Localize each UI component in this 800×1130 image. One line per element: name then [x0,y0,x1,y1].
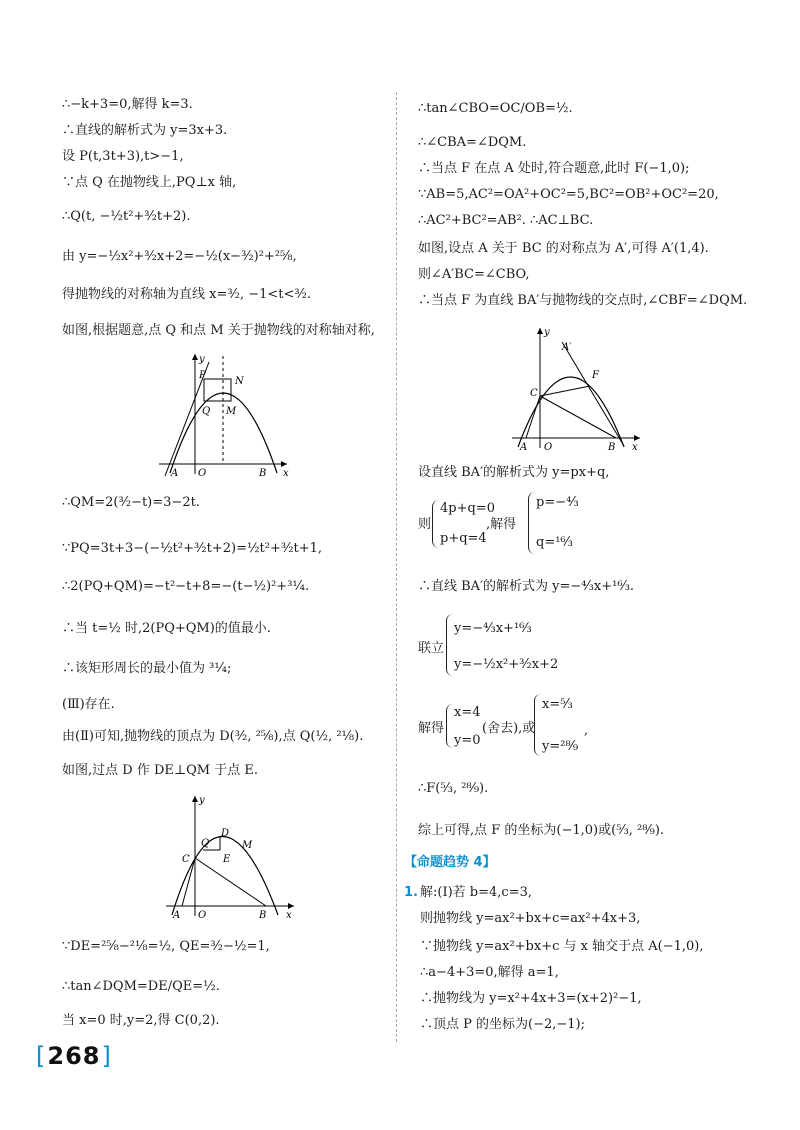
system-2-eq2: y=−½x²+³⁄₂x+2 [454,657,559,672]
left-line-15: 由(Ⅱ)可知,抛物线的顶点为 D(³⁄₂, ²⁵⁄₈),点 Q(½, ²¹⁄₈). [62,729,364,744]
fig2-label-e: E [223,854,231,865]
left-line-14: (Ⅲ)存在. [62,697,115,712]
fig1-label-m: M [226,406,237,417]
system-2-lead: 联立 [418,641,445,656]
fig2-label-d: D [221,828,230,839]
fig3-label-o: O [544,442,553,452]
left-line-18: ∴tan∠DQM=DE/QE=½. [62,979,220,994]
left-line-9: ∴QM=2(³⁄₂−t)=3−2t. [62,495,200,510]
fig1-label-x: x [283,468,289,478]
fig3-label-y: y [544,327,550,338]
left-line-8: 如图,根据题意,点 Q 和点 M 关于抛物线的对称轴对称, [62,323,375,338]
left-line-11: ∴2(PQ+QM)=−t²−t+8=−(t−½)²+³¹⁄₄. [62,579,310,594]
problem-line-5: ∴抛物线为 y=x²+4x+3=(x+2)²−1, [420,991,642,1006]
system-3-eq1: x=4 [454,705,481,720]
problem-line-6: ∴顶点 P 的坐标为(−2,−1); [420,1017,585,1032]
left-line-7: 得抛物线的对称轴为直线 x=³⁄₂, −1<t<³⁄₂. [62,287,312,302]
figure-2-triangle [162,790,302,920]
system-1-brace-left [432,500,439,548]
right-line-5: ∴AC²+BC²=AB². ∴AC⊥BC. [418,213,594,228]
fig1-label-n: N [235,376,244,387]
section-heading: 【命题趋势 4】 [404,855,496,870]
right-line-8: ∴当点 F 为直线 BA′与抛物线的交点时,∠CBF=∠DQM. [418,293,748,308]
right-line-12: 综上可得,点 F 的坐标为(−1,0)或(⁵⁄₃, ²⁸⁄₉). [418,823,665,838]
right-line-2: ∴∠CBA=∠DQM. [418,135,527,150]
fig2-label-y: y [199,795,205,806]
figure-1-rectangle [155,348,295,478]
fig3-label-a-prime: A′ [562,342,572,353]
system-3-lead: 解得 [418,721,445,736]
left-line-12: ∴当 t=½ 时,2(PQ+QM)的值最小. [62,621,271,636]
fig2-label-a: A [173,910,181,920]
system-1-sol1: p=−⁴⁄₃ [536,495,579,510]
figure-3-reflection [508,322,648,452]
left-line-6: 由 y=−½x²+³⁄₂x+2=−½(x−³⁄₂)²+²⁵⁄₈, [62,249,297,264]
fig1-label-y: y [199,354,205,365]
right-line-4: ∵AB=5,AC²=OA²+OC²=5,BC²=OB²+OC²=20, [418,187,719,202]
right-line-3: ∴当点 F 在点 A 处时,符合题意,此时 F(−1,0); [418,161,690,176]
system-3-note: (舍去),或 [482,721,536,736]
fig2-label-q: Q [201,838,210,849]
left-line-5: ∴Q(t, −½t²+³⁄₂t+2). [62,209,191,224]
system-3-sol2: y=²⁸⁄₉ [542,739,579,754]
fig1-label-a: A [171,468,179,478]
fig3-label-c: C [530,388,538,399]
system-3-sol1: x=⁵⁄₃ [542,697,573,712]
right-line-6: 如图,设点 A 关于 BC 的对称点为 A′,可得 A′(1,4). [418,241,709,256]
problem-line-3: ∵抛物线 y=ax²+bx+c 与 x 轴交于点 A(−1,0), [420,939,704,954]
fig1-label-q: Q [202,406,211,417]
system-1-sol2: q=¹⁶⁄₃ [536,535,574,550]
left-line-17: ∵DE=²⁵⁄₈−²¹⁄₈=½, QE=³⁄₂−½=1, [62,939,270,954]
right-line-11: ∴F(⁵⁄₃, ²⁸⁄₉). [418,781,489,796]
system-1-eq1: 4p+q=0 [440,501,495,516]
problem-number: 1. [404,885,418,900]
right-line-9: 设直线 BA′的解析式为 y=px+q, [418,465,610,480]
left-line-13: ∴该矩形周长的最小值为 ³¹⁄₄; [62,661,232,676]
fig3-label-f: F [592,370,599,381]
system-1-eq2: p+q=4 [440,531,487,546]
column-divider [396,92,397,1042]
fig3-label-a: A [520,442,528,452]
fig2-label-c: C [182,854,190,865]
fig2-label-b: B [259,910,267,920]
left-line-19: 当 x=0 时,y=2,得 C(0,2). [62,1013,220,1028]
system-1-lead: 则 [418,517,432,532]
fig1-label-b: B [259,468,267,478]
system-1-mid: ,解得 [486,517,517,532]
system-3-brace-left [446,704,453,748]
page-number: [ 268 ] [36,1042,112,1070]
system-2-eq1: y=−⁴⁄₃x+¹⁶⁄₃ [454,621,532,636]
fig2-label-x: x [286,910,292,920]
system-1-brace-right [528,492,535,554]
fig3-label-b: B [608,442,616,452]
system-3-eq2: y=0 [454,733,481,748]
right-line-10: ∴直线 BA′的解析式为 y=−⁴⁄₃x+¹⁶⁄₃. [418,579,635,594]
left-line-10: ∵PQ=3t+3−(−½t²+³⁄₂t+2)=½t²+³⁄₂t+1, [62,541,322,556]
left-line-16: 如图,过点 D 作 DE⊥QM 于点 E. [62,763,258,778]
system-3-brace-right [534,694,541,756]
right-line-7: 则∠A′BC=∠CBO, [418,267,530,282]
right-line-1: ∴tan∠CBO=OC/OB=½. [418,101,573,116]
problem-line-1: 解:(Ⅰ)若 b=4,c=3, [420,885,532,900]
left-line-2: ∴直线的解析式为 y=3x+3. [62,123,228,138]
system-3-tail: , [584,723,589,738]
fig1-label-o: O [198,468,207,478]
problem-line-4: ∴a−4+3=0,解得 a=1, [420,965,559,980]
problem-line-2: 则抛物线 y=ax²+bx+c=ax²+4x+3, [420,911,641,926]
fig1-label-p: P [199,370,206,381]
left-line-3: 设 P(t,3t+3),t>−1, [62,149,184,164]
system-2-brace [446,614,453,676]
fig2-label-o: O [198,910,207,920]
fig3-label-x: x [632,442,638,452]
left-line-1: ∴−k+3=0,解得 k=3. [62,97,193,112]
left-line-4: ∵点 Q 在抛物线上,PQ⊥x 轴, [62,175,237,190]
fig2-label-m: M [242,840,253,851]
